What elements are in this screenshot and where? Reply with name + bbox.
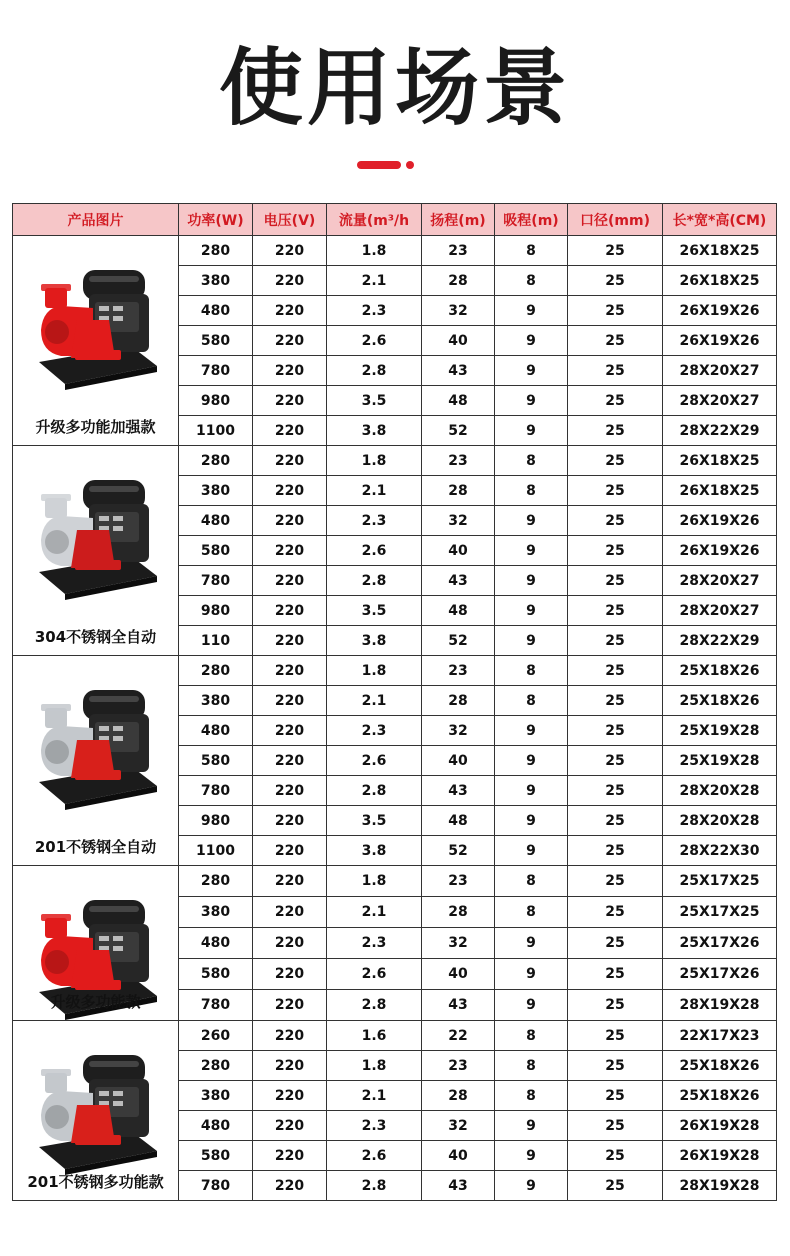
header-voltage: 电压(V) [253, 204, 327, 236]
cell-suction: 9 [495, 928, 568, 959]
cell-suction: 9 [495, 990, 568, 1021]
spec-table-body [13, 236, 777, 1201]
product-cell [13, 1021, 179, 1201]
cell-power: 980 [179, 806, 253, 836]
cell-suction: 9 [495, 1141, 568, 1171]
cell-flow: 1.8 [327, 446, 422, 476]
pump-product-image [31, 1035, 161, 1175]
cell-caliber: 25 [568, 866, 663, 897]
cell-caliber: 25 [568, 446, 663, 476]
cell-suction: 8 [495, 1021, 568, 1051]
cell-suction: 9 [495, 566, 568, 596]
table-row [13, 236, 777, 266]
cell-suction: 9 [495, 356, 568, 386]
cell-dimensions: 25X18X26 [663, 686, 777, 716]
table-row [13, 656, 777, 686]
header-power: 功率(W) [179, 204, 253, 236]
pump-product-image [31, 250, 161, 390]
cell-power: 480 [179, 716, 253, 746]
cell-power: 480 [179, 1111, 253, 1141]
cell-dimensions: 26X19X28 [663, 1141, 777, 1171]
cell-head: 52 [422, 626, 495, 656]
cell-dimensions: 28X20X27 [663, 566, 777, 596]
cell-flow: 3.8 [327, 836, 422, 866]
cell-head: 23 [422, 866, 495, 897]
cell-voltage: 220 [253, 536, 327, 566]
cell-caliber: 25 [568, 959, 663, 990]
cell-flow: 2.8 [327, 356, 422, 386]
cell-suction: 9 [495, 536, 568, 566]
cell-flow: 2.3 [327, 1111, 422, 1141]
cell-head: 43 [422, 566, 495, 596]
header-caliber: 口径(mm) [568, 204, 663, 236]
cell-suction: 8 [495, 866, 568, 897]
cell-flow: 1.8 [327, 1051, 422, 1081]
cell-suction: 9 [495, 416, 568, 446]
cell-head: 52 [422, 416, 495, 446]
header-head: 扬程(m) [422, 204, 495, 236]
cell-flow: 2.8 [327, 990, 422, 1021]
cell-power: 280 [179, 236, 253, 266]
cell-suction: 9 [495, 596, 568, 626]
cell-dimensions: 25X19X28 [663, 746, 777, 776]
cell-caliber: 25 [568, 476, 663, 506]
cell-flow: 1.8 [327, 866, 422, 897]
cell-flow: 2.3 [327, 296, 422, 326]
cell-voltage: 220 [253, 897, 327, 928]
cell-caliber: 25 [568, 626, 663, 656]
cell-voltage: 220 [253, 1081, 327, 1111]
cell-head: 40 [422, 326, 495, 356]
cell-voltage: 220 [253, 959, 327, 990]
product-cell [13, 236, 179, 446]
pump-product-image [31, 670, 161, 810]
cell-dimensions: 26X18X25 [663, 266, 777, 296]
cell-voltage: 220 [253, 1141, 327, 1171]
cell-suction: 8 [495, 446, 568, 476]
cell-dimensions: 28X22X29 [663, 626, 777, 656]
header-product-image: 产品图片 [13, 204, 179, 236]
cell-head: 48 [422, 596, 495, 626]
cell-power: 280 [179, 1051, 253, 1081]
table-row [13, 1021, 777, 1051]
cell-caliber: 25 [568, 1051, 663, 1081]
cell-power: 580 [179, 959, 253, 990]
cell-power: 580 [179, 536, 253, 566]
cell-caliber: 25 [568, 1141, 663, 1171]
cell-power: 980 [179, 596, 253, 626]
cell-voltage: 220 [253, 626, 327, 656]
cell-dimensions: 26X18X25 [663, 446, 777, 476]
cell-power: 1100 [179, 836, 253, 866]
cell-dimensions: 28X20X27 [663, 386, 777, 416]
cell-head: 43 [422, 990, 495, 1021]
cell-voltage: 220 [253, 356, 327, 386]
cell-head: 43 [422, 1171, 495, 1201]
cell-voltage: 220 [253, 236, 327, 266]
cell-flow: 2.3 [327, 928, 422, 959]
cell-caliber: 25 [568, 776, 663, 806]
cell-voltage: 220 [253, 866, 327, 897]
cell-head: 28 [422, 1081, 495, 1111]
cell-suction: 8 [495, 236, 568, 266]
cell-voltage: 220 [253, 266, 327, 296]
product-name: 304不锈钢全自动 [34, 628, 157, 646]
cell-dimensions: 25X17X26 [663, 959, 777, 990]
cell-voltage: 220 [253, 386, 327, 416]
header-row [13, 204, 777, 236]
cell-power: 480 [179, 928, 253, 959]
cell-suction: 8 [495, 1081, 568, 1111]
cell-dimensions: 26X18X25 [663, 476, 777, 506]
cell-caliber: 25 [568, 596, 663, 626]
cell-flow: 2.8 [327, 776, 422, 806]
cell-flow: 1.6 [327, 1021, 422, 1051]
cell-power: 580 [179, 746, 253, 776]
cell-suction: 9 [495, 806, 568, 836]
cell-power: 980 [179, 386, 253, 416]
cell-voltage: 220 [253, 656, 327, 686]
cell-voltage: 220 [253, 476, 327, 506]
cell-head: 32 [422, 928, 495, 959]
cell-voltage: 220 [253, 596, 327, 626]
cell-caliber: 25 [568, 656, 663, 686]
cell-flow: 2.3 [327, 716, 422, 746]
cell-power: 780 [179, 776, 253, 806]
cell-caliber: 25 [568, 1171, 663, 1201]
cell-dimensions: 25X18X26 [663, 656, 777, 686]
cell-caliber: 25 [568, 506, 663, 536]
cell-dimensions: 25X17X26 [663, 928, 777, 959]
cell-dimensions: 26X19X26 [663, 326, 777, 356]
cell-suction: 9 [495, 326, 568, 356]
cell-dimensions: 28X22X30 [663, 836, 777, 866]
header-suction: 吸程(m) [495, 204, 568, 236]
product-cell [13, 866, 179, 1021]
cell-caliber: 25 [568, 386, 663, 416]
cell-power: 580 [179, 1141, 253, 1171]
cell-head: 43 [422, 776, 495, 806]
underline-dot [406, 161, 414, 169]
cell-suction: 8 [495, 656, 568, 686]
cell-suction: 8 [495, 266, 568, 296]
cell-power: 780 [179, 990, 253, 1021]
cell-flow: 2.6 [327, 1141, 422, 1171]
cell-suction: 8 [495, 1051, 568, 1081]
cell-power: 480 [179, 506, 253, 536]
cell-dimensions: 25X18X26 [663, 1081, 777, 1111]
cell-suction: 9 [495, 626, 568, 656]
cell-dimensions: 26X19X26 [663, 506, 777, 536]
cell-voltage: 220 [253, 716, 327, 746]
cell-head: 48 [422, 806, 495, 836]
cell-power: 110 [179, 626, 253, 656]
cell-voltage: 220 [253, 806, 327, 836]
cell-power: 380 [179, 686, 253, 716]
cell-voltage: 220 [253, 990, 327, 1021]
cell-dimensions: 28X22X29 [663, 416, 777, 446]
cell-voltage: 220 [253, 776, 327, 806]
cell-flow: 3.8 [327, 416, 422, 446]
cell-caliber: 25 [568, 686, 663, 716]
cell-head: 52 [422, 836, 495, 866]
cell-suction: 9 [495, 386, 568, 416]
cell-caliber: 25 [568, 566, 663, 596]
table-row [13, 866, 777, 897]
cell-suction: 9 [495, 776, 568, 806]
cell-dimensions: 22X17X23 [663, 1021, 777, 1051]
cell-head: 28 [422, 266, 495, 296]
cell-head: 40 [422, 536, 495, 566]
cell-dimensions: 26X19X28 [663, 1111, 777, 1141]
cell-flow: 2.8 [327, 566, 422, 596]
cell-suction: 9 [495, 746, 568, 776]
spec-table [12, 203, 777, 1201]
cell-caliber: 25 [568, 326, 663, 356]
cell-power: 780 [179, 1171, 253, 1201]
cell-suction: 9 [495, 296, 568, 326]
cell-dimensions: 26X19X26 [663, 296, 777, 326]
cell-caliber: 25 [568, 716, 663, 746]
cell-dimensions: 25X17X25 [663, 897, 777, 928]
cell-head: 28 [422, 686, 495, 716]
cell-caliber: 25 [568, 897, 663, 928]
product-cell [13, 656, 179, 866]
table-row [13, 446, 777, 476]
cell-voltage: 220 [253, 566, 327, 596]
cell-power: 380 [179, 476, 253, 506]
cell-dimensions: 28X20X28 [663, 806, 777, 836]
cell-flow: 3.5 [327, 806, 422, 836]
cell-voltage: 220 [253, 446, 327, 476]
cell-flow: 2.1 [327, 266, 422, 296]
cell-voltage: 220 [253, 1021, 327, 1051]
cell-caliber: 25 [568, 836, 663, 866]
cell-flow: 3.5 [327, 596, 422, 626]
cell-voltage: 220 [253, 836, 327, 866]
cell-caliber: 25 [568, 536, 663, 566]
cell-power: 380 [179, 1081, 253, 1111]
product-name: 201不锈钢多功能款 [27, 1173, 164, 1191]
cell-dimensions: 28X20X27 [663, 356, 777, 386]
cell-head: 22 [422, 1021, 495, 1051]
cell-flow: 1.8 [327, 656, 422, 686]
cell-flow: 2.6 [327, 326, 422, 356]
cell-suction: 8 [495, 897, 568, 928]
cell-head: 23 [422, 236, 495, 266]
cell-suction: 9 [495, 1171, 568, 1201]
cell-voltage: 220 [253, 506, 327, 536]
cell-dimensions: 28X20X28 [663, 776, 777, 806]
cell-power: 380 [179, 266, 253, 296]
cell-voltage: 220 [253, 1171, 327, 1201]
cell-caliber: 25 [568, 1081, 663, 1111]
cell-head: 48 [422, 386, 495, 416]
cell-power: 780 [179, 356, 253, 386]
cell-power: 1100 [179, 416, 253, 446]
cell-caliber: 25 [568, 928, 663, 959]
cell-flow: 2.1 [327, 1081, 422, 1111]
cell-caliber: 25 [568, 356, 663, 386]
cell-power: 480 [179, 296, 253, 326]
cell-suction: 9 [495, 716, 568, 746]
cell-power: 280 [179, 866, 253, 897]
cell-caliber: 25 [568, 296, 663, 326]
cell-dimensions: 28X20X27 [663, 596, 777, 626]
cell-suction: 9 [495, 1111, 568, 1141]
cell-dimensions: 28X19X28 [663, 990, 777, 1021]
underline-bar [357, 161, 401, 169]
cell-dimensions: 26X18X25 [663, 236, 777, 266]
cell-head: 32 [422, 506, 495, 536]
product-name: 升级多功能款 [50, 993, 141, 1011]
cell-dimensions: 28X19X28 [663, 1171, 777, 1201]
header-dimensions: 长*宽*高(CM) [663, 204, 777, 236]
cell-voltage: 220 [253, 746, 327, 776]
cell-suction: 9 [495, 836, 568, 866]
cell-power: 260 [179, 1021, 253, 1051]
cell-head: 32 [422, 716, 495, 746]
cell-power: 280 [179, 656, 253, 686]
cell-flow: 2.6 [327, 746, 422, 776]
cell-caliber: 25 [568, 266, 663, 296]
cell-head: 28 [422, 897, 495, 928]
cell-voltage: 220 [253, 928, 327, 959]
product-name: 201不锈钢全自动 [34, 838, 157, 856]
cell-caliber: 25 [568, 1111, 663, 1141]
cell-dimensions: 26X19X26 [663, 536, 777, 566]
cell-suction: 8 [495, 476, 568, 506]
cell-flow: 2.6 [327, 959, 422, 990]
cell-head: 23 [422, 1051, 495, 1081]
cell-flow: 2.8 [327, 1171, 422, 1201]
cell-suction: 9 [495, 506, 568, 536]
cell-caliber: 25 [568, 1021, 663, 1051]
cell-voltage: 220 [253, 326, 327, 356]
cell-voltage: 220 [253, 686, 327, 716]
cell-voltage: 220 [253, 1051, 327, 1081]
cell-dimensions: 25X18X26 [663, 1051, 777, 1081]
cell-head: 32 [422, 1111, 495, 1141]
cell-flow: 2.1 [327, 897, 422, 928]
cell-flow: 2.6 [327, 536, 422, 566]
cell-flow: 1.8 [327, 236, 422, 266]
cell-head: 40 [422, 959, 495, 990]
cell-head: 23 [422, 446, 495, 476]
cell-flow: 3.5 [327, 386, 422, 416]
cell-caliber: 25 [568, 746, 663, 776]
cell-head: 28 [422, 476, 495, 506]
pump-product-image [31, 460, 161, 600]
header-flow: 流量(m³/h [327, 204, 422, 236]
cell-head: 23 [422, 656, 495, 686]
cell-flow: 2.1 [327, 476, 422, 506]
cell-power: 780 [179, 566, 253, 596]
cell-suction: 9 [495, 959, 568, 990]
cell-power: 580 [179, 326, 253, 356]
cell-voltage: 220 [253, 416, 327, 446]
cell-voltage: 220 [253, 296, 327, 326]
cell-flow: 3.8 [327, 626, 422, 656]
cell-dimensions: 25X17X25 [663, 866, 777, 897]
cell-dimensions: 25X19X28 [663, 716, 777, 746]
cell-caliber: 25 [568, 990, 663, 1021]
cell-head: 40 [422, 746, 495, 776]
cell-head: 32 [422, 296, 495, 326]
cell-caliber: 25 [568, 806, 663, 836]
cell-power: 280 [179, 446, 253, 476]
cell-voltage: 220 [253, 1111, 327, 1141]
product-cell [13, 446, 179, 656]
cell-flow: 2.3 [327, 506, 422, 536]
cell-head: 43 [422, 356, 495, 386]
cell-power: 380 [179, 897, 253, 928]
cell-flow: 2.1 [327, 686, 422, 716]
cell-caliber: 25 [568, 416, 663, 446]
page-title: 使用场景 [218, 39, 571, 137]
product-name: 升级多功能加强款 [35, 418, 156, 436]
cell-head: 40 [422, 1141, 495, 1171]
cell-caliber: 25 [568, 236, 663, 266]
cell-suction: 8 [495, 686, 568, 716]
